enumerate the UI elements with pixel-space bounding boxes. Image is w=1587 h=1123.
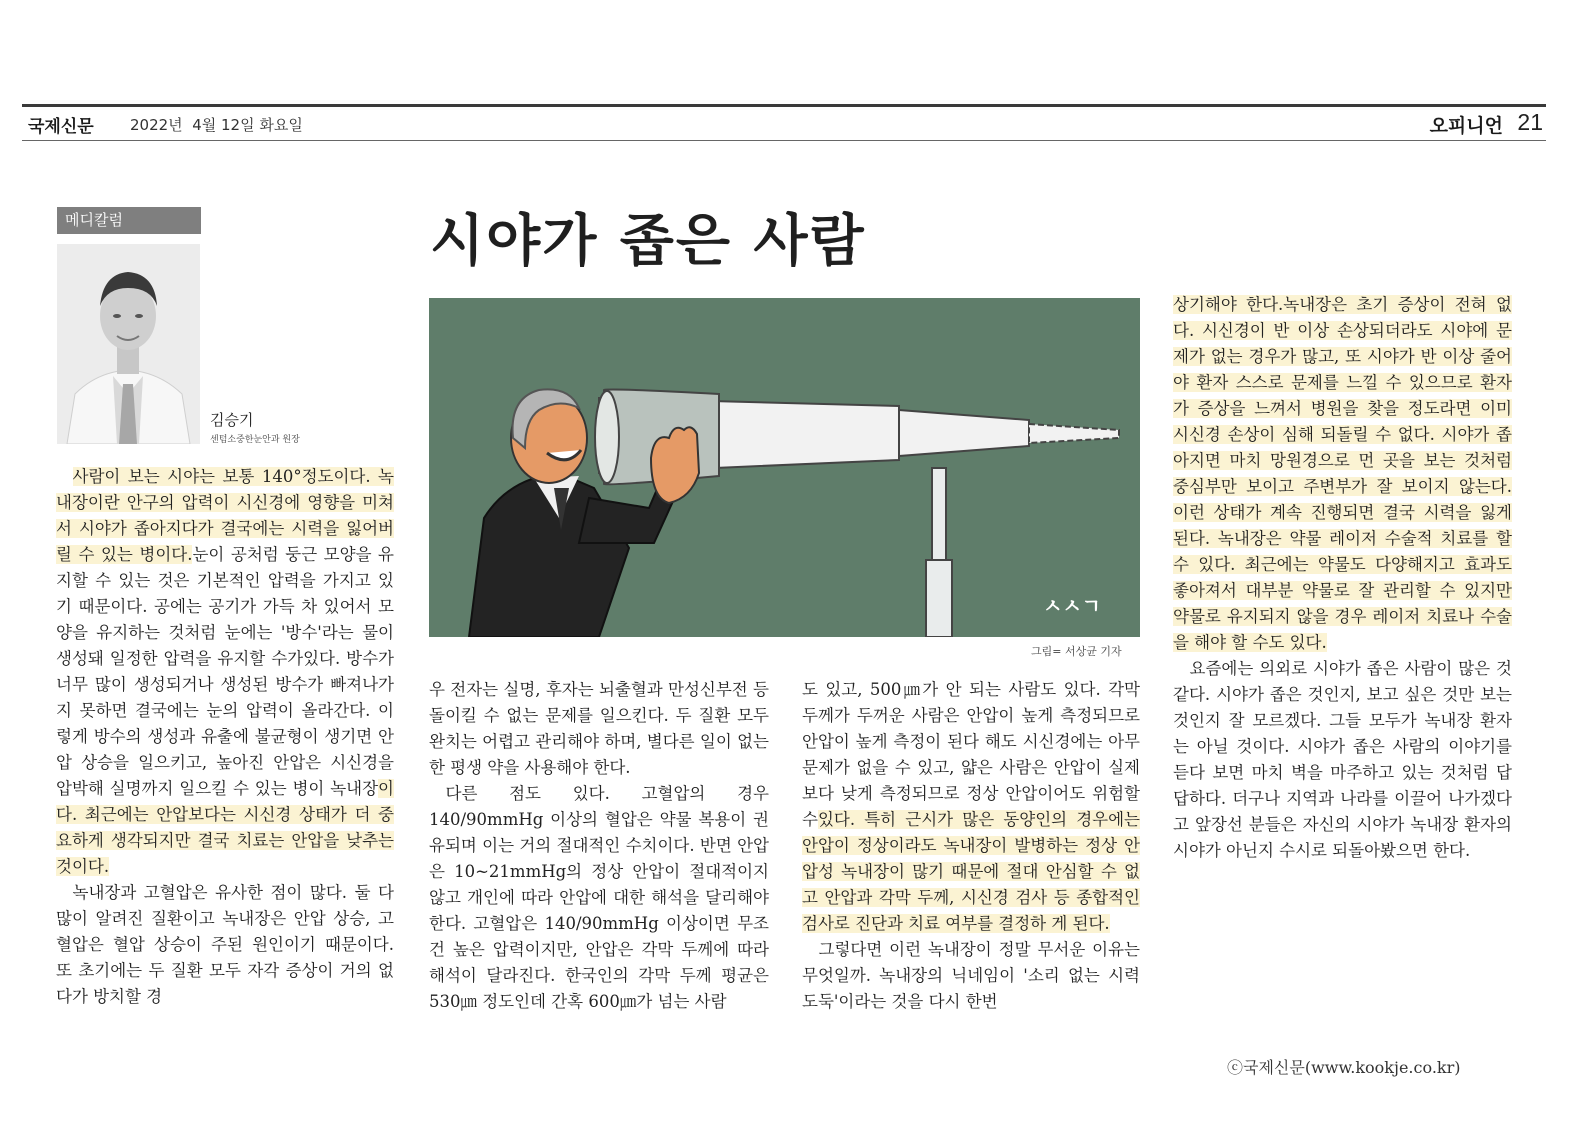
article-paragraph: 요즘에는 의외로 시야가 좁은 사람이 많은 것 같다. 시야가 좁은 것인지, 보고 싶은 것만 보는 것인지 잘 모르겠다. 그들 모두가 녹내장 환자는 아닐 것이다. 시야가 좁은 사람의 이야기를 듣다 보면 마치 벽을 마주하고 있는 것처럼 답답하다. 더구나 지역과 나라를 이끌어 나가겠다고 앞장선 분들은 자신의 시야가 녹내장 환자의 시야가 아닌지 수시로 되돌아봤으면 한다.	[1173, 659, 1512, 860]
article-paragraph: 눈이 공처럼 둥근 모양을 유지할 수 있는 것은 기본적인 압력을 가지고 있기 때문이다. 공에는 공기가 가득 차 있어서 모양을 유지하는 것처럼 눈에는 '방수'라는 물이 생성돼 일정한 압력을 유지할 수가있다. 방수가 너무 많이 생성되거나 생성된 방수가 빠져나가지 못하면 결국에는 눈의 압력이 올라간다. 이렇게 방수의 생성과 유출에 불균형이 생기면 안압 상승을 일으키고, 높아진 안압은 시신경을 압박해 실명까지 일으킬 수 있는 병이 녹내장	[56, 545, 394, 798]
author-portrait-icon	[57, 244, 200, 444]
article-column-1	[56, 464, 394, 1010]
headline: 시야가 좁은 사람	[430, 208, 866, 274]
article-column-4	[1173, 292, 1512, 864]
article-paragraph-highlight: 상기해야 한다.녹내장은 초기 증상이 전혀 없다. 시신경이 반 이상 손상되더라도 시야에 문제가 없는 경우가 많고, 또 시야가 반 이상 줄어야 환자 스스로 문제를 느낄 수 있으므로 환자가 증상을 느껴서 병원을 찾을 정도라면 이미 시신경 손상이 심해 되돌릴 수 없다. 시야가 좁아지면 마치 망원경으로 먼 곳을 보는 것처럼 중심부만 보이고 주변부가 잘 보이지 않는다. 이런 상태가 계속 진행되면 결국 시력을 잃게 된다. 녹내장은 약물 레이저 수술적 치료를 할 수 있다. 최근에는 약물도 다양해지고 효과도 좋아져서 대부분 약물로 잘 관리할 수 있지만 약물로 유지되지 않을 경우 레이저 치료나 수술을 해야 할 수도 있다.	[1173, 295, 1512, 652]
illustration-credit: 그림= 서상균 기자	[1031, 645, 1122, 658]
author-title: 센텀소중한눈안과 원장	[210, 435, 300, 445]
paper-name: 국제신문	[28, 117, 94, 137]
publication-date: 2022년 4월 12일 화요일	[130, 116, 303, 134]
section-name: 오피니언	[1429, 115, 1503, 137]
article-paragraph-highlight: 이다. 최근에는 안압보다는 시신경 상태가 더 중요하게 생각되지만 결국 치료는 안압을 낮추는 것이다.	[56, 779, 394, 876]
illustrator-signature: ㅅㅅㄱ	[1043, 594, 1101, 618]
author-name: 김승기	[210, 411, 254, 429]
copyright-notice: ⓒ국제신문(www.kookje.co.kr)	[1227, 1058, 1461, 1077]
masthead-bottom-rule	[22, 140, 1546, 141]
telescope-illustration-icon	[429, 298, 1140, 637]
article-paragraph-highlight: 사람이 보는 시야는 보통 140°정도이다. 녹내장이란 안구의 압력이 시신경에 영향을 미쳐서 시야가 좁아지다가 결국에는 시력을 잃어버릴 수 있는 병이다.	[56, 467, 394, 564]
article-paragraph: 우 전자는 실명, 후자는 뇌출혈과 만성신부전 등 돌이킬 수 없는 문제를 일으킨다. 두 질환 모두 완치는 어렵고 관리해야 하며, 별다른 일이 없는 한 평생 약을 사용해야 한다.	[429, 680, 769, 777]
article-paragraph: 그렇다면 이런 녹내장이 정말 무서운 이유는 무엇일까. 녹내장의 닉네임이 '소리 없는 시력도둑'이라는 것을 다시 한번	[802, 940, 1140, 1011]
column-label: 메디칼럼	[57, 207, 201, 234]
article-paragraph: 녹내장과 고혈압은 유사한 점이 많다. 둘 다 많이 알려진 질환이고 녹내장은 안압 상승, 고혈압은 혈압 상승이 주된 원인이기 때문이다. 또 초기에는 두 질환 모두 자각 증상이 거의 없다가 방치할 경	[56, 883, 394, 1006]
page-number: 21	[1517, 109, 1543, 135]
author-photo	[57, 244, 200, 444]
article-paragraph: 도 있고, 500㎛가 안 되는 사람도 있다. 각막 두께가 두꺼운 사람은 안압이 높게 측정되므로 안압이 높게 측정이 된다 해도 시신경에는 아무 문제가 없을 수 있고, 얇은 사람은 안압이 실제보다 낮게 측정되므로 정상 안압이어도 위험할 수	[802, 680, 1140, 829]
article-column-3	[802, 677, 1140, 1015]
article-paragraph: 다른 점도 있다. 고혈압의 경우 140/90mmHg 이상의 혈압은 약물 복용이 권유되며 이는 거의 절대적인 수치이다. 반면 안압은 10~21mmHg의 정상 안압이 절대적이지 않고 개인에 따라 안압에 대한 해석을 달리해야 한다. 고혈압은 140/90mmHg 이상이면 무조건 높은 압력이지만, 안압은 각막 두께에 따라 해석이 달라진다. 한국인의 각막 두께 평균은 530㎛ 정도인데 간혹 600㎛가 넘는 사람	[429, 784, 769, 1011]
article-paragraph-highlight: 있다. 특히 근시가 많은 동양인의 경우에는 안압이 정상이라도 녹내장이 발병하는 정상 안압성 녹내장이 많기 때문에 절대 안심할 수 없고 안압과 각막 두께, 시신경 검사 등 종합적인 검사로 진단과 치료 여부를 결정하 게 된다.	[802, 810, 1140, 933]
article-column-2	[429, 677, 769, 1015]
masthead-top-rule	[22, 104, 1546, 107]
illustration	[429, 298, 1140, 637]
